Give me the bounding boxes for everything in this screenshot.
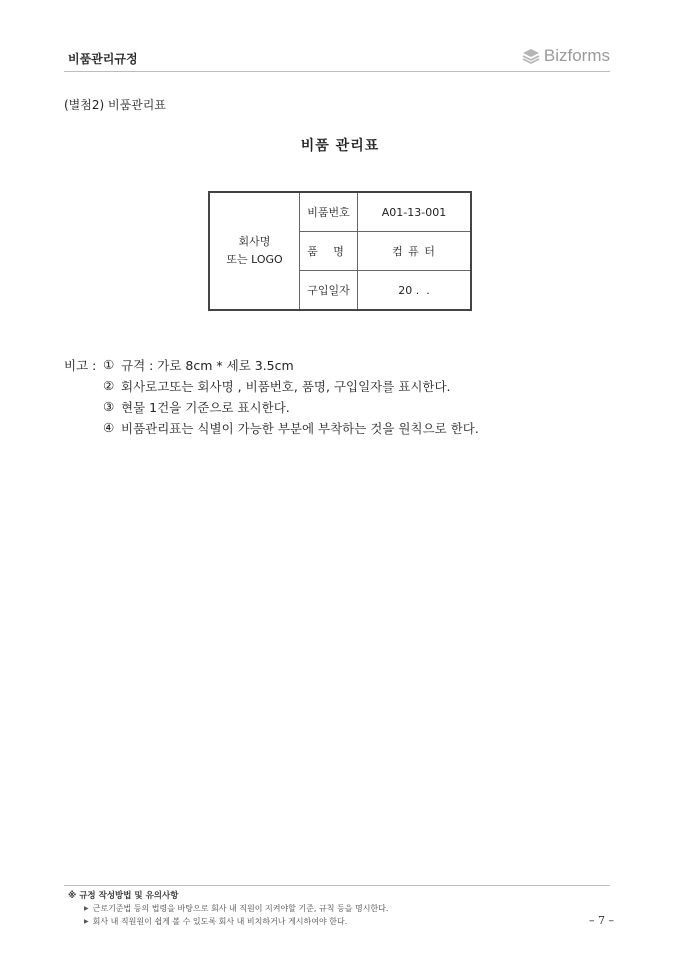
field-label: 비품번호 xyxy=(300,192,358,232)
note-text: 비품관리표는 식별이 가능한 부분에 부착하는 것을 원칙으로 한다. xyxy=(121,420,479,436)
table-row xyxy=(209,192,471,232)
company-line-2: 또는 LOGO xyxy=(226,253,283,266)
header-divider xyxy=(64,71,610,72)
field-value: 20 . . xyxy=(358,271,472,311)
note-number: ③ xyxy=(103,399,115,414)
triangle-bullet-icon: ▶ xyxy=(84,905,89,912)
stacked-layers-icon xyxy=(522,48,540,64)
notes-section xyxy=(64,354,479,438)
note-text: 현물 1건을 기준으로 표시한다. xyxy=(121,399,290,415)
brand-name: Bizforms xyxy=(543,46,610,65)
footer-note-text: 근로기준법 등의 법령을 바탕으로 회사 내 직원이 지켜야할 기준, 규칙 등을 명시한다. xyxy=(92,904,389,913)
note-text: 회사로고또는 회사명 , 비품번호, 품명, 구입일자를 표시한다. xyxy=(121,378,451,394)
field-value: A01-13-001 xyxy=(358,192,472,232)
list-item xyxy=(64,396,479,417)
field-value: 컴 퓨 터 xyxy=(358,232,472,271)
list-item xyxy=(64,417,479,438)
equipment-label-table xyxy=(208,191,472,311)
footer-divider xyxy=(64,885,610,886)
notes-lead: 비고 : xyxy=(64,357,97,373)
note-number: ② xyxy=(103,378,115,393)
company-line-1: 회사명 xyxy=(238,235,271,248)
note-text: 규격 : 가로 8cm * 세로 3.5cm xyxy=(121,357,294,373)
list-item xyxy=(64,354,479,375)
field-label: 구입일자 xyxy=(300,271,358,311)
note-number: ① xyxy=(103,357,115,372)
company-logo-cell xyxy=(209,192,300,310)
footer-title: ※ 규정 작성방법 및 유의사항 xyxy=(68,891,179,901)
note-number: ④ xyxy=(103,420,115,435)
footer-note xyxy=(84,916,347,927)
list-item xyxy=(64,375,479,396)
document-title: 비품 관리표 xyxy=(300,138,380,154)
footer-note xyxy=(84,903,388,914)
footer-note-text: 회사 내 직원원이 쉽게 볼 수 있도록 회사 내 비치하거나 게시하여야 한다. xyxy=(92,917,348,926)
triangle-bullet-icon: ▶ xyxy=(84,918,89,925)
header-title: 비품관리규정 xyxy=(68,52,138,66)
attachment-label: (별첨2) 비품관리표 xyxy=(64,98,166,112)
brand-logo xyxy=(522,46,610,66)
field-label: 품 명 xyxy=(300,232,358,271)
page-number: – 7 – xyxy=(589,914,614,927)
